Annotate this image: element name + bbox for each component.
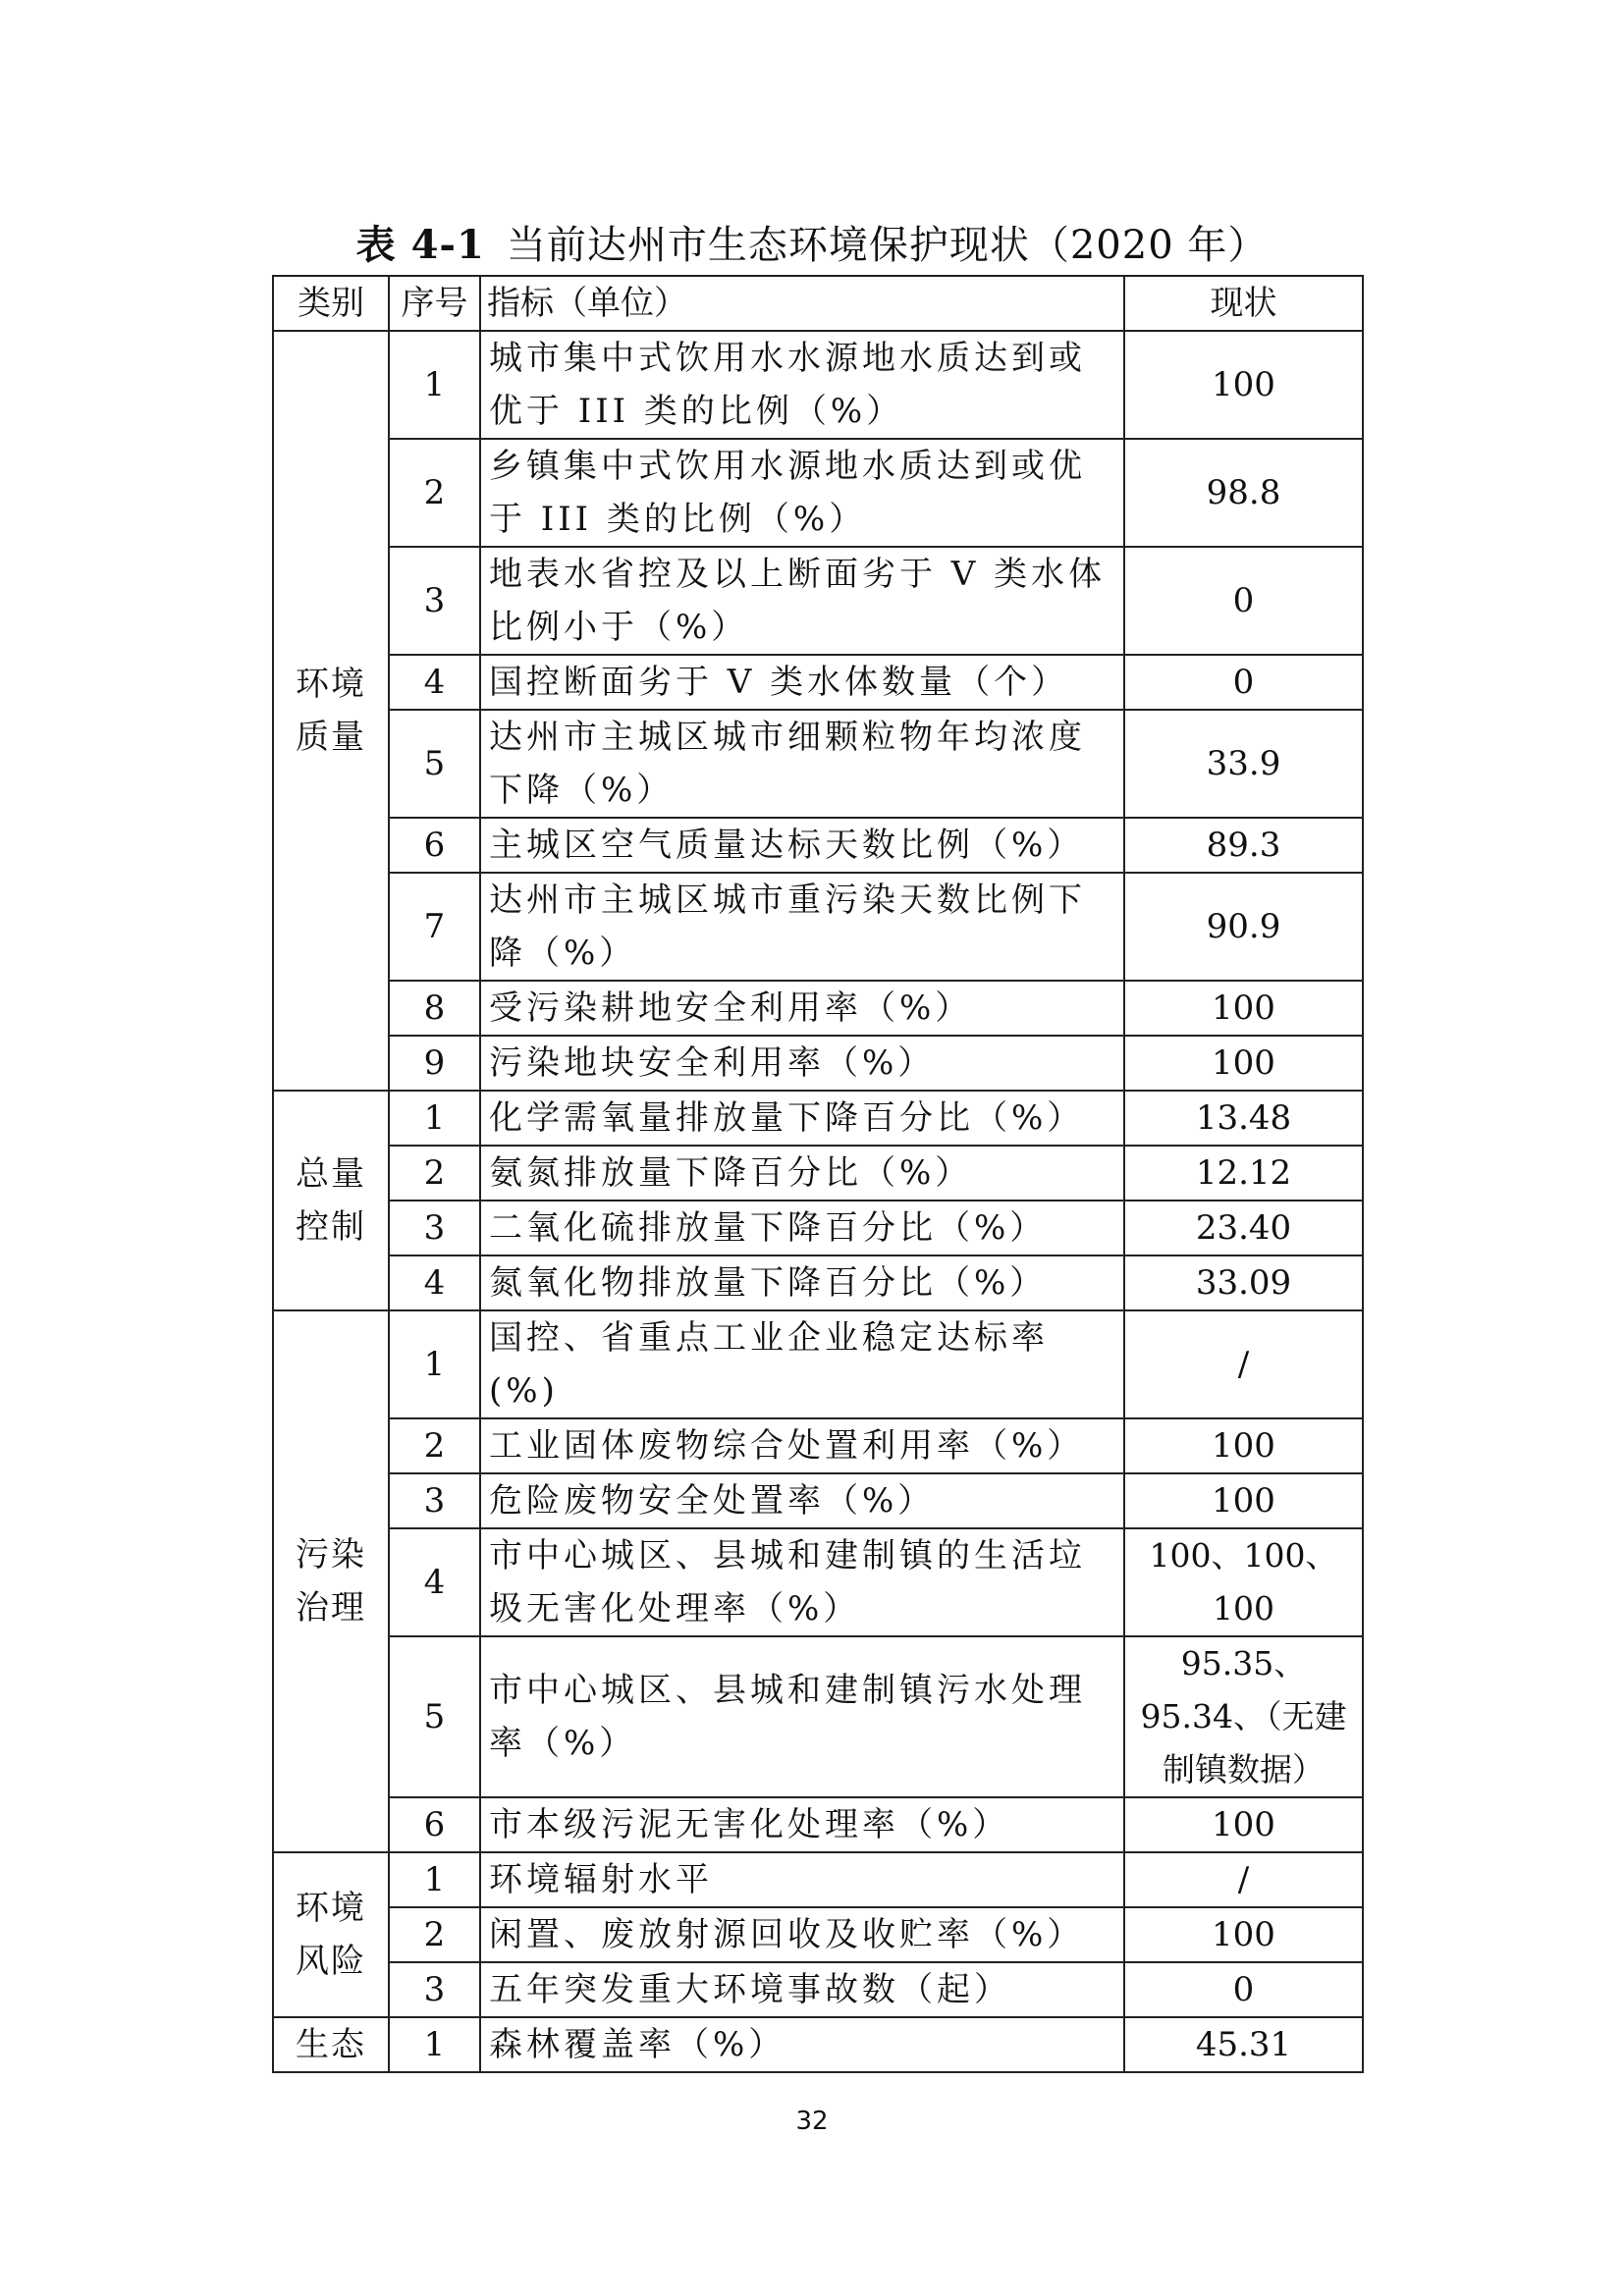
status-value-cell: 95.35、95.34、（无建制镇数据） (1124, 1636, 1363, 1797)
page-number: 32 (795, 2107, 829, 2136)
table-row (273, 655, 1363, 710)
status-value-cell: 89.3 (1124, 818, 1363, 873)
header-indicator: 指标（单位） (480, 276, 1124, 331)
table-row (273, 1036, 1363, 1091)
indicator-cell: 乡镇集中式饮用水源地水质达到或优于 III 类的比例（%） (480, 439, 1124, 547)
status-value-cell: 100 (1124, 1036, 1363, 1091)
number-cell: 1 (389, 2017, 480, 2072)
number-cell: 4 (389, 1255, 480, 1310)
status-value-cell: 100 (1124, 1797, 1363, 1852)
table-number: 表 4-1 (355, 222, 485, 268)
status-value-cell: 100 (1124, 1473, 1363, 1528)
table-row (273, 1091, 1363, 1146)
status-value-cell: 12.12 (1124, 1146, 1363, 1201)
table-title-text: 当前达州市生态环境保护现状（2020 年） (506, 223, 1269, 268)
indicator-cell: 氨氮排放量下降百分比（%） (480, 1146, 1124, 1201)
number-cell: 1 (389, 1091, 480, 1146)
number-cell: 1 (389, 1310, 480, 1418)
number-cell: 8 (389, 981, 480, 1036)
status-value-cell: 98.8 (1124, 439, 1363, 547)
number-cell: 4 (389, 1528, 480, 1636)
indicator-cell: 市中心城区、县城和建制镇的生活垃圾无害化处理率（%） (480, 1528, 1124, 1636)
indicator-cell: 达州市主城区城市重污染天数比例下降（%） (480, 873, 1124, 981)
indicator-cell: 五年突发重大环境事故数（起） (480, 1962, 1124, 2017)
number-cell: 5 (389, 1636, 480, 1797)
table-row (273, 1907, 1363, 1962)
number-cell: 2 (389, 1907, 480, 1962)
category-cell: 生态 (273, 2017, 389, 2072)
number-cell: 5 (389, 710, 480, 818)
number-cell: 2 (389, 439, 480, 547)
number-cell: 3 (389, 1201, 480, 1255)
table-row (273, 1962, 1363, 2017)
indicator-cell: 达州市主城区城市细颗粒物年均浓度下降（%） (480, 710, 1124, 818)
indicator-cell: 闲置、废放射源回收及收贮率（%） (480, 1907, 1124, 1962)
table-row (273, 1528, 1363, 1636)
number-cell: 6 (389, 818, 480, 873)
header-status: 现状 (1124, 276, 1363, 331)
number-cell: 3 (389, 547, 480, 655)
indicator-cell: 二氧化硫排放量下降百分比（%） (480, 1201, 1124, 1255)
header-category: 类别 (273, 276, 389, 331)
table-body (273, 331, 1363, 2072)
status-value-cell: 33.9 (1124, 710, 1363, 818)
number-cell: 9 (389, 1036, 480, 1091)
status-value-cell: 100、100、100 (1124, 1528, 1363, 1636)
indicator-cell: 国控、省重点工业企业稳定达标率(%) (480, 1310, 1124, 1418)
indicator-cell: 地表水省控及以上断面劣于 V 类水体比例小于（%） (480, 547, 1124, 655)
table-row (273, 331, 1363, 439)
status-value-cell: / (1124, 1310, 1363, 1418)
indicator-cell: 国控断面劣于 V 类水体数量（个） (480, 655, 1124, 710)
status-value-cell: 90.9 (1124, 873, 1363, 981)
table-row (273, 2017, 1363, 2072)
status-value-cell: 33.09 (1124, 1255, 1363, 1310)
category-cell: 污染治理 (273, 1310, 389, 1852)
status-value-cell: 100 (1124, 1907, 1363, 1962)
number-cell: 1 (389, 1852, 480, 1907)
table-title (0, 214, 1624, 270)
status-value-cell: 100 (1124, 981, 1363, 1036)
number-cell: 7 (389, 873, 480, 981)
indicator-cell: 污染地块安全利用率（%） (480, 1036, 1124, 1091)
table-row (273, 1852, 1363, 1907)
table-row (273, 1418, 1363, 1473)
status-value-cell: 13.48 (1124, 1091, 1363, 1146)
indicator-cell: 森林覆盖率（%） (480, 2017, 1124, 2072)
table-row (273, 710, 1363, 818)
header-number: 序号 (389, 276, 480, 331)
table-row (273, 981, 1363, 1036)
status-value-cell: 45.31 (1124, 2017, 1363, 2072)
indicator-cell: 危险废物安全处置率（%） (480, 1473, 1124, 1528)
number-cell: 4 (389, 655, 480, 710)
number-cell: 2 (389, 1418, 480, 1473)
table-row (273, 818, 1363, 873)
number-cell: 3 (389, 1473, 480, 1528)
number-cell: 1 (389, 331, 480, 439)
category-cell: 环境风险 (273, 1852, 389, 2017)
table-row (273, 1255, 1363, 1310)
indicator-cell: 受污染耕地安全利用率（%） (480, 981, 1124, 1036)
indicator-cell: 氮氧化物排放量下降百分比（%） (480, 1255, 1124, 1310)
number-cell: 3 (389, 1962, 480, 2017)
indicator-cell: 环境辐射水平 (480, 1852, 1124, 1907)
number-cell: 2 (389, 1146, 480, 1201)
status-value-cell: 0 (1124, 1962, 1363, 2017)
indicator-cell: 化学需氧量排放量下降百分比（%） (480, 1091, 1124, 1146)
table-row (273, 1636, 1363, 1797)
status-table (272, 275, 1364, 2073)
table-row (273, 1797, 1363, 1852)
header-row (273, 276, 1363, 331)
category-cell: 总量控制 (273, 1091, 389, 1310)
indicator-cell: 城市集中式饮用水水源地水质达到或优于 III 类的比例（%） (480, 331, 1124, 439)
status-value-cell: 0 (1124, 655, 1363, 710)
table-row (273, 439, 1363, 547)
status-value-cell: 0 (1124, 547, 1363, 655)
status-value-cell: 100 (1124, 1418, 1363, 1473)
indicator-cell: 市中心城区、县城和建制镇污水处理率（%） (480, 1636, 1124, 1797)
status-value-cell: / (1124, 1852, 1363, 1907)
indicator-cell: 主城区空气质量达标天数比例（%） (480, 818, 1124, 873)
table-row (273, 1310, 1363, 1418)
table-row (273, 1473, 1363, 1528)
table-row (273, 547, 1363, 655)
status-value-cell: 23.40 (1124, 1201, 1363, 1255)
number-cell: 6 (389, 1797, 480, 1852)
indicator-cell: 工业固体废物综合处置利用率（%） (480, 1418, 1124, 1473)
indicator-cell: 市本级污泥无害化处理率（%） (480, 1797, 1124, 1852)
table-row (273, 1146, 1363, 1201)
category-cell: 环境质量 (273, 331, 389, 1091)
table-row (273, 873, 1363, 981)
table-row (273, 1201, 1363, 1255)
status-value-cell: 100 (1124, 331, 1363, 439)
